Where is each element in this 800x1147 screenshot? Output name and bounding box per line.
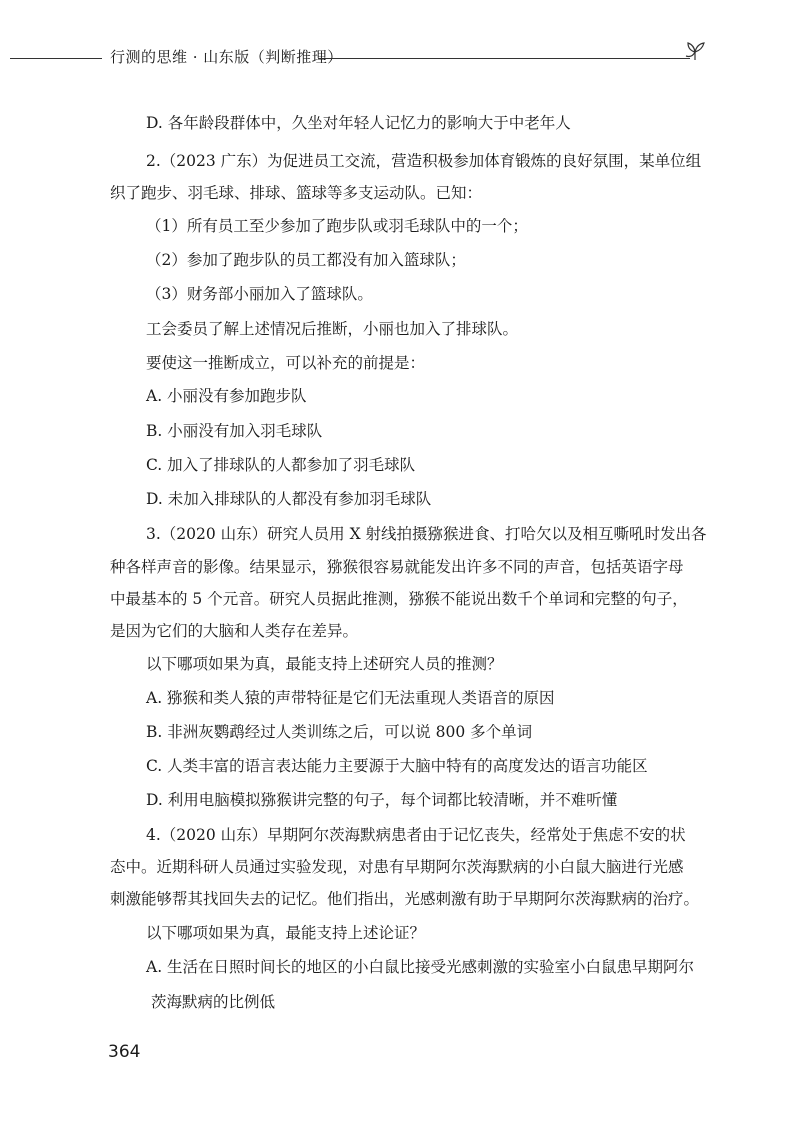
option-text: A. 猕猴和类人猿的声带特征是它们无法重现人类语音的原因 xyxy=(146,689,555,707)
paragraph-text: 以下哪项如果为真，最能支持上述研究人员的推测？ xyxy=(146,655,503,673)
condition-text: （1）所有员工至少参加了跑步队或羽毛球队中的一个； xyxy=(146,217,528,235)
paragraph-text: 以下哪项如果为真，最能支持上述论证？ xyxy=(146,924,426,942)
question-text: 种各样声音的影像。结果显示，猕猴很容易就能发出许多不同的声音，包括英语字母 xyxy=(110,558,684,576)
condition-text: （2）参加了跑步队的员工都没有加入篮球队； xyxy=(146,251,466,269)
page-number: 364 xyxy=(108,1042,141,1062)
option-text: D. 各年龄段群体中，久坐对年轻人记忆力的影响大于中老年人 xyxy=(146,114,571,132)
question-text: 4.（2020 山东）早期阿尔茨海默病患者由于记忆丧失，经常处于焦虑不安的状 xyxy=(146,826,686,844)
question-text: 织了跑步、羽毛球、排球、篮球等多支运动队。已知： xyxy=(110,184,483,202)
header-rule-left xyxy=(10,58,102,59)
option-text: D. 利用电脑模拟猕猴讲完整的句子，每个词都比较清晰，并不难听懂 xyxy=(146,791,618,809)
question-text: 中最基本的 5 个元音。研究人员据此推测，猕猴不能说出数千个单词和完整的句子， xyxy=(110,590,688,608)
paragraph-text: 要使这一推断成立，可以补充的前提是： xyxy=(146,354,426,372)
option-text: C. 加入了排球队的人都参加了羽毛球队 xyxy=(146,456,416,474)
question-text: 是因为它们的大脑和人类存在差异。 xyxy=(110,622,359,640)
option-text: B. 非洲灰鹦鹉经过人类训练之后，可以说 800 多个单词 xyxy=(146,723,533,741)
question-text: 3.（2020 山东）研究人员用 X 射线拍摄猕猴进食、打哈欠以及相互嘶吼时发出各 xyxy=(146,525,707,543)
question-text: 2.（2023 广东）为促进员工交流，营造积极参加体育锻炼的良好氛围，某单位组 xyxy=(146,152,702,170)
sprout-icon xyxy=(682,38,708,64)
question-text: 刺激能够帮其找回失去的记忆。他们指出，光感刺激有助于早期阿尔茨海默病的治疗。 xyxy=(110,890,700,908)
condition-text: （3）财务部小丽加入了篮球队。 xyxy=(146,285,373,303)
option-text: A. 生活在日照时间长的地区的小白鼠比接受光感刺激的实验室小白鼠患早期阿尔 xyxy=(146,958,695,976)
option-text: 茨海默病的比例低 xyxy=(151,993,276,1011)
header-title: 行测的思维 · 山东版（判断推理） xyxy=(110,48,343,66)
running-header xyxy=(0,44,800,74)
option-text: D. 未加入排球队的人都没有参加羽毛球队 xyxy=(146,490,432,508)
header-rule-right xyxy=(318,58,690,59)
question-text: 态中。近期科研人员通过实验发现，对患有早期阿尔茨海默病的小白鼠大脑进行光感 xyxy=(110,858,684,876)
option-text: C. 人类丰富的语言表达能力主要源于大脑中特有的高度发达的语言功能区 xyxy=(146,757,648,775)
paragraph-text: 工会委员了解上述情况后推断，小丽也加入了排球队。 xyxy=(146,320,519,338)
option-text: B. 小丽没有加入羽毛球队 xyxy=(146,422,323,440)
option-text: A. 小丽没有参加跑步队 xyxy=(146,387,307,405)
